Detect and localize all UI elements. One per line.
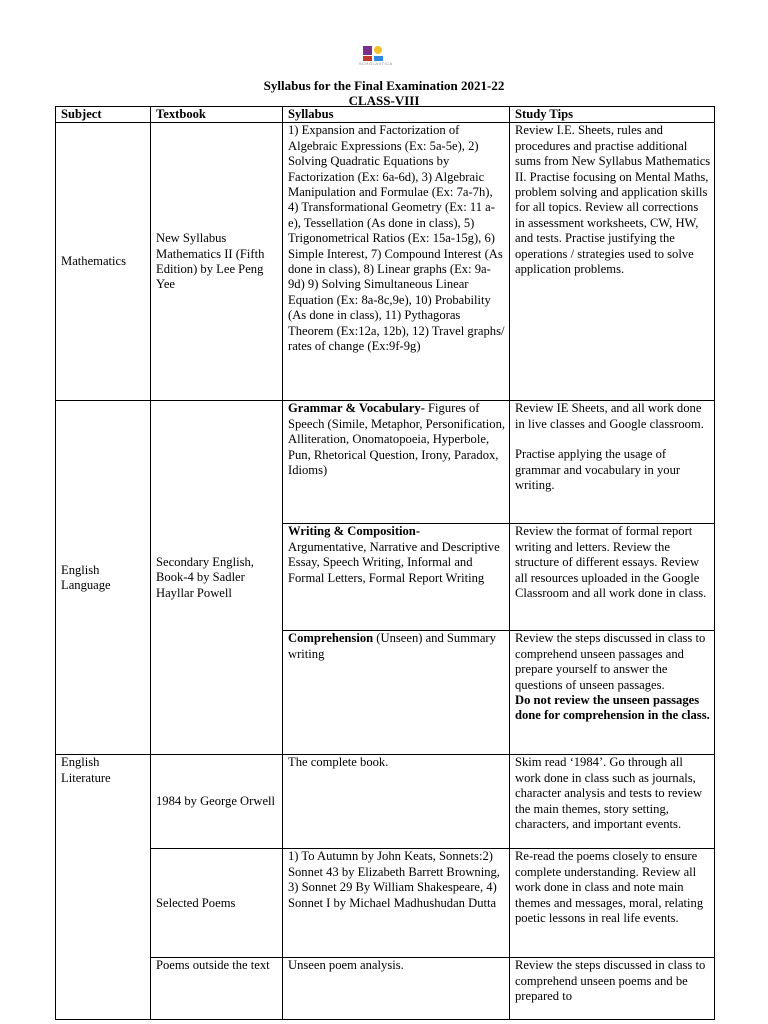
table-row-literature-unseen: [56, 958, 715, 1020]
grammar-text: Figures of Speech (Simile, Metaphor, Personification, Alliteration, Onomatopoeia, Hyperbole, Pun, Rhetorical Question, Irony, Paradox, Idioms): [288, 401, 506, 478]
textbook-cell: 1984 by George Orwell: [151, 755, 283, 849]
logo-text: SCHOLASTICA: [359, 61, 393, 66]
textbook-cell: Poems outside the text: [151, 958, 283, 1020]
header-subject: Subject: [56, 107, 151, 123]
document-title: Syllabus for the Final Examination 2021-22: [263, 78, 505, 93]
subject-cell: English Literature: [56, 755, 151, 1020]
grammar-tips-2: Practise applying the usage of grammar and vocabulary in your writing.: [515, 447, 681, 493]
study-tips-cell: Review the format of formal report writing and letters. Review the structure of different essays. Review all resources uploaded in the Google Classroom and all work done in class.: [510, 524, 715, 631]
comprehension-tips-warning: Do not review the unseen passages done for comprehension in the class.: [515, 693, 710, 723]
writing-label: Writing & Composition-: [288, 524, 421, 539]
syllabus-cell: [283, 631, 510, 755]
school-logo: [361, 46, 391, 66]
comprehension-tips: Review the steps discussed in class to comprehend unseen passages and prepare yourself to answer the questions of unseen passages.: [515, 631, 706, 692]
textbook-cell: Secondary English, Book-4 by Sadler Hayllar Powell: [151, 401, 283, 755]
syllabus-cell: Unseen poem analysis.: [283, 958, 510, 1020]
syllabus-cell: 1) Expansion and Factorization of Algebraic Expressions (Ex: 5a-5e), 2) Solving Quadratic Equations by Factorization (Ex: 6a-6d), 3) Algebraic Manipulation and Formulae (Ex: 7a-7h), 4) Transformational Geometry (Ex: 11 a-e), Tessellation (As done in class), 5) Trigonometrical Ratios (Ex: 15a-15g), 6) Simple Interest, 7) Compound Interest (As done in class), 8) Linear graphs (Ex: 9a-9d) 9) Solving Simultaneous Linear Equation (Ex: 8a-8c,9e), 10) Probability (As done in class), 11) Pythagoras Theorem (Ex:12a, 12b), 12) Travel graphs/ rates of change (Ex:9f-9g): [283, 123, 510, 401]
header-study-tips: Study Tips: [510, 107, 715, 123]
logo-square-purple: [363, 46, 372, 55]
comprehension-text: (Unseen) and Summary writing: [288, 631, 496, 661]
header-textbook: Textbook: [151, 107, 283, 123]
class-heading: CLASS-VIII: [348, 93, 420, 108]
study-tips-cell: Skim read ‘1984’. Go through all work done in class such as journals, character analysis and tests to review the main themes, story setting, characters, and important events.: [510, 755, 715, 849]
table-row-english-grammar: [56, 401, 715, 524]
study-tips-cell: Review the steps discussed in class to comprehend unseen poems and be prepared to: [510, 958, 715, 1020]
grammar-tips-1: Review IE Sheets, and all work done in live classes and Google classroom.: [515, 401, 704, 431]
textbook-cell: New Syllabus Mathematics II (Fifth Edition) by Lee Peng Yee: [151, 123, 283, 401]
header-syllabus: Syllabus: [283, 107, 510, 123]
study-tips-cell: [510, 401, 715, 524]
writing-text: Argumentative, Narrative and Descriptive Essay, Speech Writing, Informal and Formal Letters, Formal Report Writing: [288, 539, 500, 585]
textbook-cell: Selected Poems: [151, 849, 283, 958]
syllabus-cell: The complete book.: [283, 755, 510, 849]
table-row-literature-1984: [56, 755, 715, 849]
study-tips-cell: Re-read the poems closely to ensure complete understanding. Review all work done in class and note main themes and messages, moral, relating poetic lessons in real life events.: [510, 849, 715, 958]
table-row-mathematics: [56, 123, 715, 401]
logo-square-yellow: [374, 46, 382, 54]
study-tips-cell: Review I.E. Sheets, rules and procedures and practise additional sums from New Syllabus Mathematics II. Practise focusing on Mental Maths, problem solving and application skills for all topics. Review all corrections in assessment worksheets, CW, HW, and tests. Practise justifying the operations / strategies used to solve application problems.: [510, 123, 715, 401]
study-tips-cell: [510, 631, 715, 755]
syllabus-table: [55, 106, 715, 1020]
subject-cell: Mathematics: [56, 123, 151, 401]
syllabus-cell: [283, 524, 510, 631]
table-row-literature-poems: [56, 849, 715, 958]
grammar-label: Grammar & Vocabulary-: [288, 401, 425, 416]
subject-cell: English Language: [56, 401, 151, 755]
comprehension-label: Comprehension: [288, 631, 374, 646]
table-header-row: [56, 107, 715, 123]
syllabus-cell: [283, 401, 510, 524]
syllabus-cell: 1) To Autumn by John Keats, Sonnets:2) Sonnet 43 by Elizabeth Barrett Browning, 3) Sonnet 29 By William Shakespeare, 4) Sonnet I by Michael Madhushudan Dutta: [283, 849, 510, 958]
